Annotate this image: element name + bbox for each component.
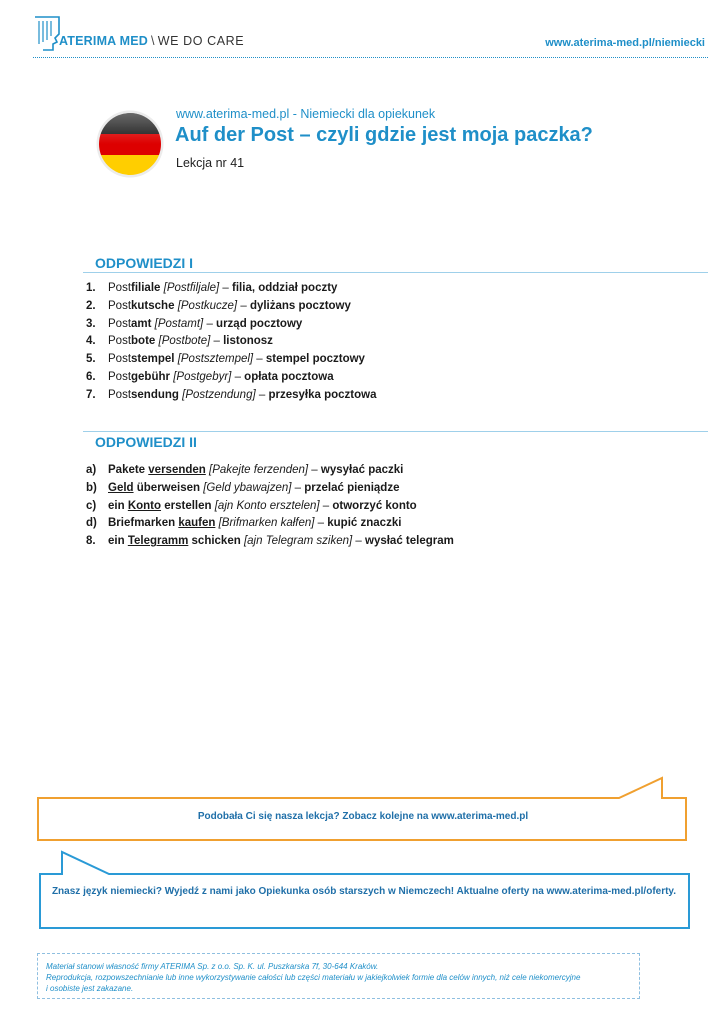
brand-logo[interactable] (33, 14, 245, 54)
item-pronunciation: [Pakejte ferzenden] (209, 464, 309, 476)
item-number: 7. (86, 388, 96, 401)
item-translation: przesyłka pocztowa (268, 388, 377, 401)
phrase-post: schicken (188, 535, 241, 548)
brand-tagline: WE DO CARE (157, 34, 245, 48)
item-phrase (108, 500, 212, 512)
item-number: a) (86, 464, 97, 476)
item-word: amt (131, 317, 152, 330)
item-dash: – (308, 464, 321, 476)
item-translation: wysyłać paczki (320, 464, 404, 476)
section-2-divider (83, 431, 708, 432)
lesson-promo-text[interactable]: Podobała Ci się nasza lekcja? Zobacz kolejne na www.aterima-med.pl (197, 811, 529, 822)
item-prefix: Post (108, 317, 132, 330)
phrase-post: überweisen (133, 481, 201, 494)
lesson-site-line: www.aterima-med.pl - Niemiecki dla opiekunek (176, 107, 436, 121)
phrase-keyword: versenden (148, 464, 206, 476)
header-divider (33, 57, 708, 58)
item-pronunciation: [Geld ybawajzen] (203, 481, 292, 494)
list-item (86, 316, 376, 334)
phrase-keyword: Geld (108, 481, 134, 494)
lesson-title: Auf der Post – czyli gdzie jest moja paczka? (175, 124, 593, 146)
item-word: sendung (131, 388, 179, 401)
item-number: 6. (86, 370, 96, 383)
phrase-post: erstellen (161, 499, 212, 512)
item-number: 8. (86, 535, 96, 548)
item-phrase (108, 464, 206, 476)
brand-name (59, 34, 244, 48)
copyright-text (46, 961, 580, 994)
item-word: kutsche (131, 299, 175, 312)
brand-separator: \ (151, 34, 155, 48)
item-dash: – (319, 499, 333, 512)
item-prefix: Post (108, 370, 132, 383)
item-dash: – (291, 481, 305, 494)
item-dash: – (255, 388, 269, 401)
list-item (86, 280, 376, 298)
item-dash: – (219, 282, 233, 294)
item-number: b) (86, 481, 97, 494)
item-number: 3. (86, 317, 96, 330)
phrase-pre: ein (108, 499, 128, 512)
item-translation: urząd pocztowy (216, 317, 303, 330)
item-number: 5. (86, 353, 96, 366)
item-pronunciation: [Postfiljale] (163, 282, 220, 294)
item-prefix: Post (108, 299, 132, 312)
item-word: bote (131, 335, 156, 348)
copyright-line: i osobiste jest zakazane. (46, 984, 134, 993)
list-item (86, 387, 376, 405)
item-pronunciation: [Postkucze] (177, 299, 238, 312)
section-2-title: ODPOWIEDZI II (95, 434, 197, 450)
item-prefix: Post (108, 335, 132, 348)
list-item (86, 533, 454, 551)
answers-list-2 (86, 462, 454, 551)
item-translation: wysłać telegram (365, 535, 454, 548)
header-url-link[interactable]: www.aterima-med.pl/niemiecki (545, 37, 705, 49)
brand-text: ATERIMA MED (59, 34, 148, 48)
item-translation: dyliżans pocztowy (249, 299, 351, 312)
item-dash: – (314, 517, 328, 530)
job-offer-text[interactable]: Znasz język niemiecki? Wyjedź z nami jako Opiekunka osób starszych w Niemczech! Aktualne oferty na www.aterima-med.pl/oferty. (51, 886, 677, 897)
item-pronunciation: [ajn Telegram sziken] (243, 535, 353, 548)
item-dash: – (231, 370, 245, 383)
list-item (86, 351, 376, 369)
item-prefix: Post (108, 388, 132, 401)
item-translation: otworzyć konto (332, 499, 417, 512)
item-pronunciation: [ajn Konto ersztelen] (214, 499, 320, 512)
copyright-line: Materiał stanowi własność firmy ATERIMA Sp. z o.o. Sp. K. ul. Puszkarska 7f, 30-644 Kraków. (46, 962, 379, 971)
item-word: gebühr (131, 370, 170, 383)
phrase-keyword: Konto (127, 499, 162, 512)
item-number: c) (86, 499, 97, 512)
item-phrase (108, 482, 200, 494)
item-number: d) (86, 517, 97, 530)
list-item (86, 369, 376, 387)
item-translation: stempel pocztowy (265, 353, 365, 366)
item-pronunciation: [Postsztempel] (177, 353, 254, 366)
item-translation: filia, oddział poczty (232, 282, 338, 294)
item-phrase (108, 535, 241, 547)
germany-flag-icon (96, 110, 164, 178)
item-dash: – (237, 299, 250, 312)
phrase-pre: Briefmarken (108, 517, 179, 530)
list-item (86, 480, 454, 498)
copyright-line: Reprodukcja, rozpowszechnianie lub inne wykorzystywanie całości lub części materiału w jakiejkolwiek formie dla celów innych, niż cele niekomercyjne (46, 973, 581, 982)
item-phrase (108, 517, 215, 529)
list-item (86, 515, 454, 533)
item-translation: kupić znaczki (327, 517, 402, 530)
item-pronunciation: [Postbote] (158, 335, 211, 348)
item-pronunciation: [Postgebyr] (173, 370, 232, 383)
item-pronunciation: [Brifmarken kałfen] (218, 517, 315, 530)
item-translation: opłata pocztowa (244, 370, 334, 383)
item-pronunciation: [Postamt] (154, 317, 204, 330)
item-dash: – (352, 535, 365, 548)
item-translation: listonosz (223, 335, 273, 348)
lesson-number: Lekcja nr 41 (176, 156, 245, 170)
lesson-promo-callout (37, 776, 687, 842)
item-prefix: Post (108, 353, 132, 366)
item-number: 1. (86, 282, 96, 294)
phrase-keyword: kaufen (178, 517, 216, 530)
item-dash: – (203, 317, 217, 330)
list-item (86, 498, 454, 516)
section-1-divider (83, 272, 708, 273)
item-pronunciation: [Postzendung] (182, 388, 256, 401)
item-number: 2. (86, 299, 96, 312)
item-word: stempel (131, 353, 175, 366)
item-dash: – (210, 335, 224, 348)
item-dash: – (253, 353, 266, 366)
list-item (86, 333, 376, 351)
list-item (86, 462, 454, 480)
section-1-title: ODPOWIEDZI I (95, 255, 193, 271)
item-translation: przelać pieniądze (304, 481, 400, 494)
answers-list-1 (86, 280, 376, 405)
item-word: filiale (131, 282, 161, 294)
phrase-pre: ein (108, 535, 128, 548)
phrase-pre: Pakete (108, 464, 149, 476)
phrase-keyword: Telegramm (127, 535, 189, 548)
item-number: 4. (86, 335, 96, 348)
item-prefix: Post (108, 282, 132, 294)
list-item (86, 298, 376, 316)
